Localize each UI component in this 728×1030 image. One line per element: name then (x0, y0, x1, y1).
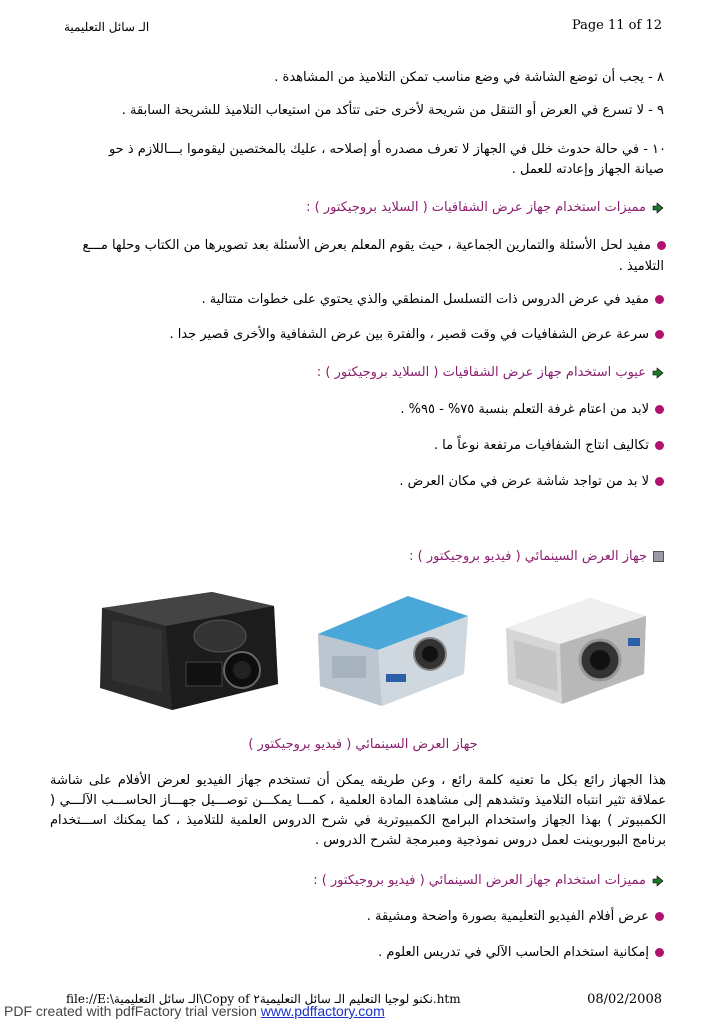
silver-projector-image (500, 592, 650, 710)
black-projector-image (92, 588, 282, 718)
ohp-dis-3-text: لا بد من تواجد شاشة عرض في مكان العرض . (399, 474, 649, 489)
cinema-projector-heading (409, 547, 664, 567)
cinema-projector-heading-text: جهاز العرض السينمائي ( فيديو بروجيكتور ) : (409, 549, 647, 564)
ohp-adv-1-text: مفيد لحل الأسئلة والتمارين الجماعية ، حيث يقوم المعلم بعرض الأسئلة بعد تصويرها من الكتاب وحلها مـــع (82, 238, 651, 253)
image-caption: جهاز العرض السينمائي ( فيديو بروجيكتور ) (248, 737, 478, 752)
ohp-dis-1-text: لابد من اعتام غرفة التعلم بنسبة ٧٥% - ٩٥% . (400, 402, 649, 417)
cinema-advantages-heading (313, 871, 664, 891)
footer-file-path: file://E:\الـ سائل التعليمية\Copy of نكنو لوجيا التعليم الـ سائل التعليمية٢.htm (66, 992, 461, 1006)
bullet-icon (655, 948, 664, 957)
footer-date: 08/02/2008 (587, 992, 662, 1007)
cinema-adv-2 (378, 943, 664, 963)
ohp-adv-1-line1 (83, 236, 666, 256)
cinema-adv-1-text: عرض أفلام الفيديو التعليمية بصورة واضحة ومشيقة . (366, 909, 649, 924)
blue-projector-image (312, 590, 472, 710)
ohp-advantages-heading (306, 198, 664, 218)
square-bullet-icon (653, 551, 664, 562)
bullet-icon (655, 912, 664, 921)
arrow-bullet-icon (652, 367, 664, 379)
bullet-icon (655, 441, 664, 450)
pdffactory-link[interactable]: www.pdffactory.com (260, 1003, 385, 1019)
ohp-disadvantages-text: عيوب استخدام جهاز عرض الشفافيات ( السلايد بروجيكتور ) : (316, 365, 646, 380)
bullet-icon (655, 405, 664, 414)
bullet-icon (655, 330, 664, 339)
arrow-bullet-icon (652, 875, 664, 887)
arrow-bullet-icon (652, 202, 664, 214)
ohp-adv-2 (201, 290, 664, 310)
bullet-icon (657, 241, 666, 250)
ohp-adv-2-text: مفيد في عرض الدروس ذات التسلسل المنطقي والذي يحتوي على خطوات متتالية . (201, 292, 649, 307)
cinema-advantages-text: مميزات استخدام جهاز العرض السينمائي ( فيديو بروجيكتور ) : (313, 873, 646, 888)
item-10-line1: ١٠ - في حالة حدوث خلل في الجهاز لا تعرف مصدره أو إصلاحه ، عليك بالمختصين ليقوموا بـــاللازم ذ حو (108, 142, 666, 157)
cinema-adv-2-text: إمكانية استخدام الحاسب الآلي في تدريس العلوم . (378, 945, 649, 960)
bullet-icon (655, 295, 664, 304)
page-number: Page 11 of 12 (571, 18, 662, 33)
bullet-icon (655, 477, 664, 486)
ohp-adv-1-line2: التلاميذ . (618, 259, 664, 274)
ohp-adv-3 (169, 325, 664, 345)
ohp-adv-3-text: سرعة عرض الشفافيات في وقت قصير ، والفترة بين عرض الشفافية والأخرى قصير جدا . (169, 327, 649, 342)
pdf-watermark (4, 1003, 385, 1019)
cinema-adv-1 (367, 907, 664, 927)
ohp-dis-3 (399, 472, 664, 492)
cinema-description-paragraph: هذا الجهاز رائع بكل ما تعنيه كلمة رائع ، وعن طريقه يمكن أن تستخدم جهاز الفيديو لعرض الأفلام على شاشة عملاقة تثير انتباه التلاميذ وتشدهم إلى مشاهدة المادة العلمية ، كمـــا يمكـــن توصـــيل جهـــاز الحاســـب الآلـــي ( الكمبيوتر ) بهذا الجهاز واستخدام البرامج الكمبيوترية في شرح الدروس العلمية للتلاميذ ، كما يمكنك اســـتخدام برنامج البوربوينت لعمل دروس نموذجية ومبرمجة لشرح الدروس . (50, 773, 666, 848)
ohp-advantages-text: مميزات استخدام جهاز عرض الشفافيات ( السلايد بروجيكتور ) : (306, 200, 646, 215)
header-title: الـ سائل التعليمية (64, 20, 150, 34)
ohp-disadvantages-heading (317, 363, 664, 383)
ohp-dis-2-text: تكاليف انتاج الشفافيات مرتفعة نوعاً ما . (433, 438, 649, 453)
ohp-dis-2 (434, 436, 664, 456)
item-10-line2: صيانة الجهاز وإعادته للعمل . (511, 162, 664, 177)
item-9: ٩ - لا تسرع في العرض أو التنقل من شريحة لأخرى حتى تتأكد من استيعاب التلاميذ للشريحة السابقة . (121, 103, 664, 118)
pdf-watermark-text: PDF created with pdfFactory trial version (4, 1003, 261, 1019)
item-8: ٨ - يجب أن توضع الشاشة في وضع مناسب تمكن التلاميذ من المشاهدة . (274, 70, 664, 85)
ohp-dis-1 (400, 400, 664, 420)
